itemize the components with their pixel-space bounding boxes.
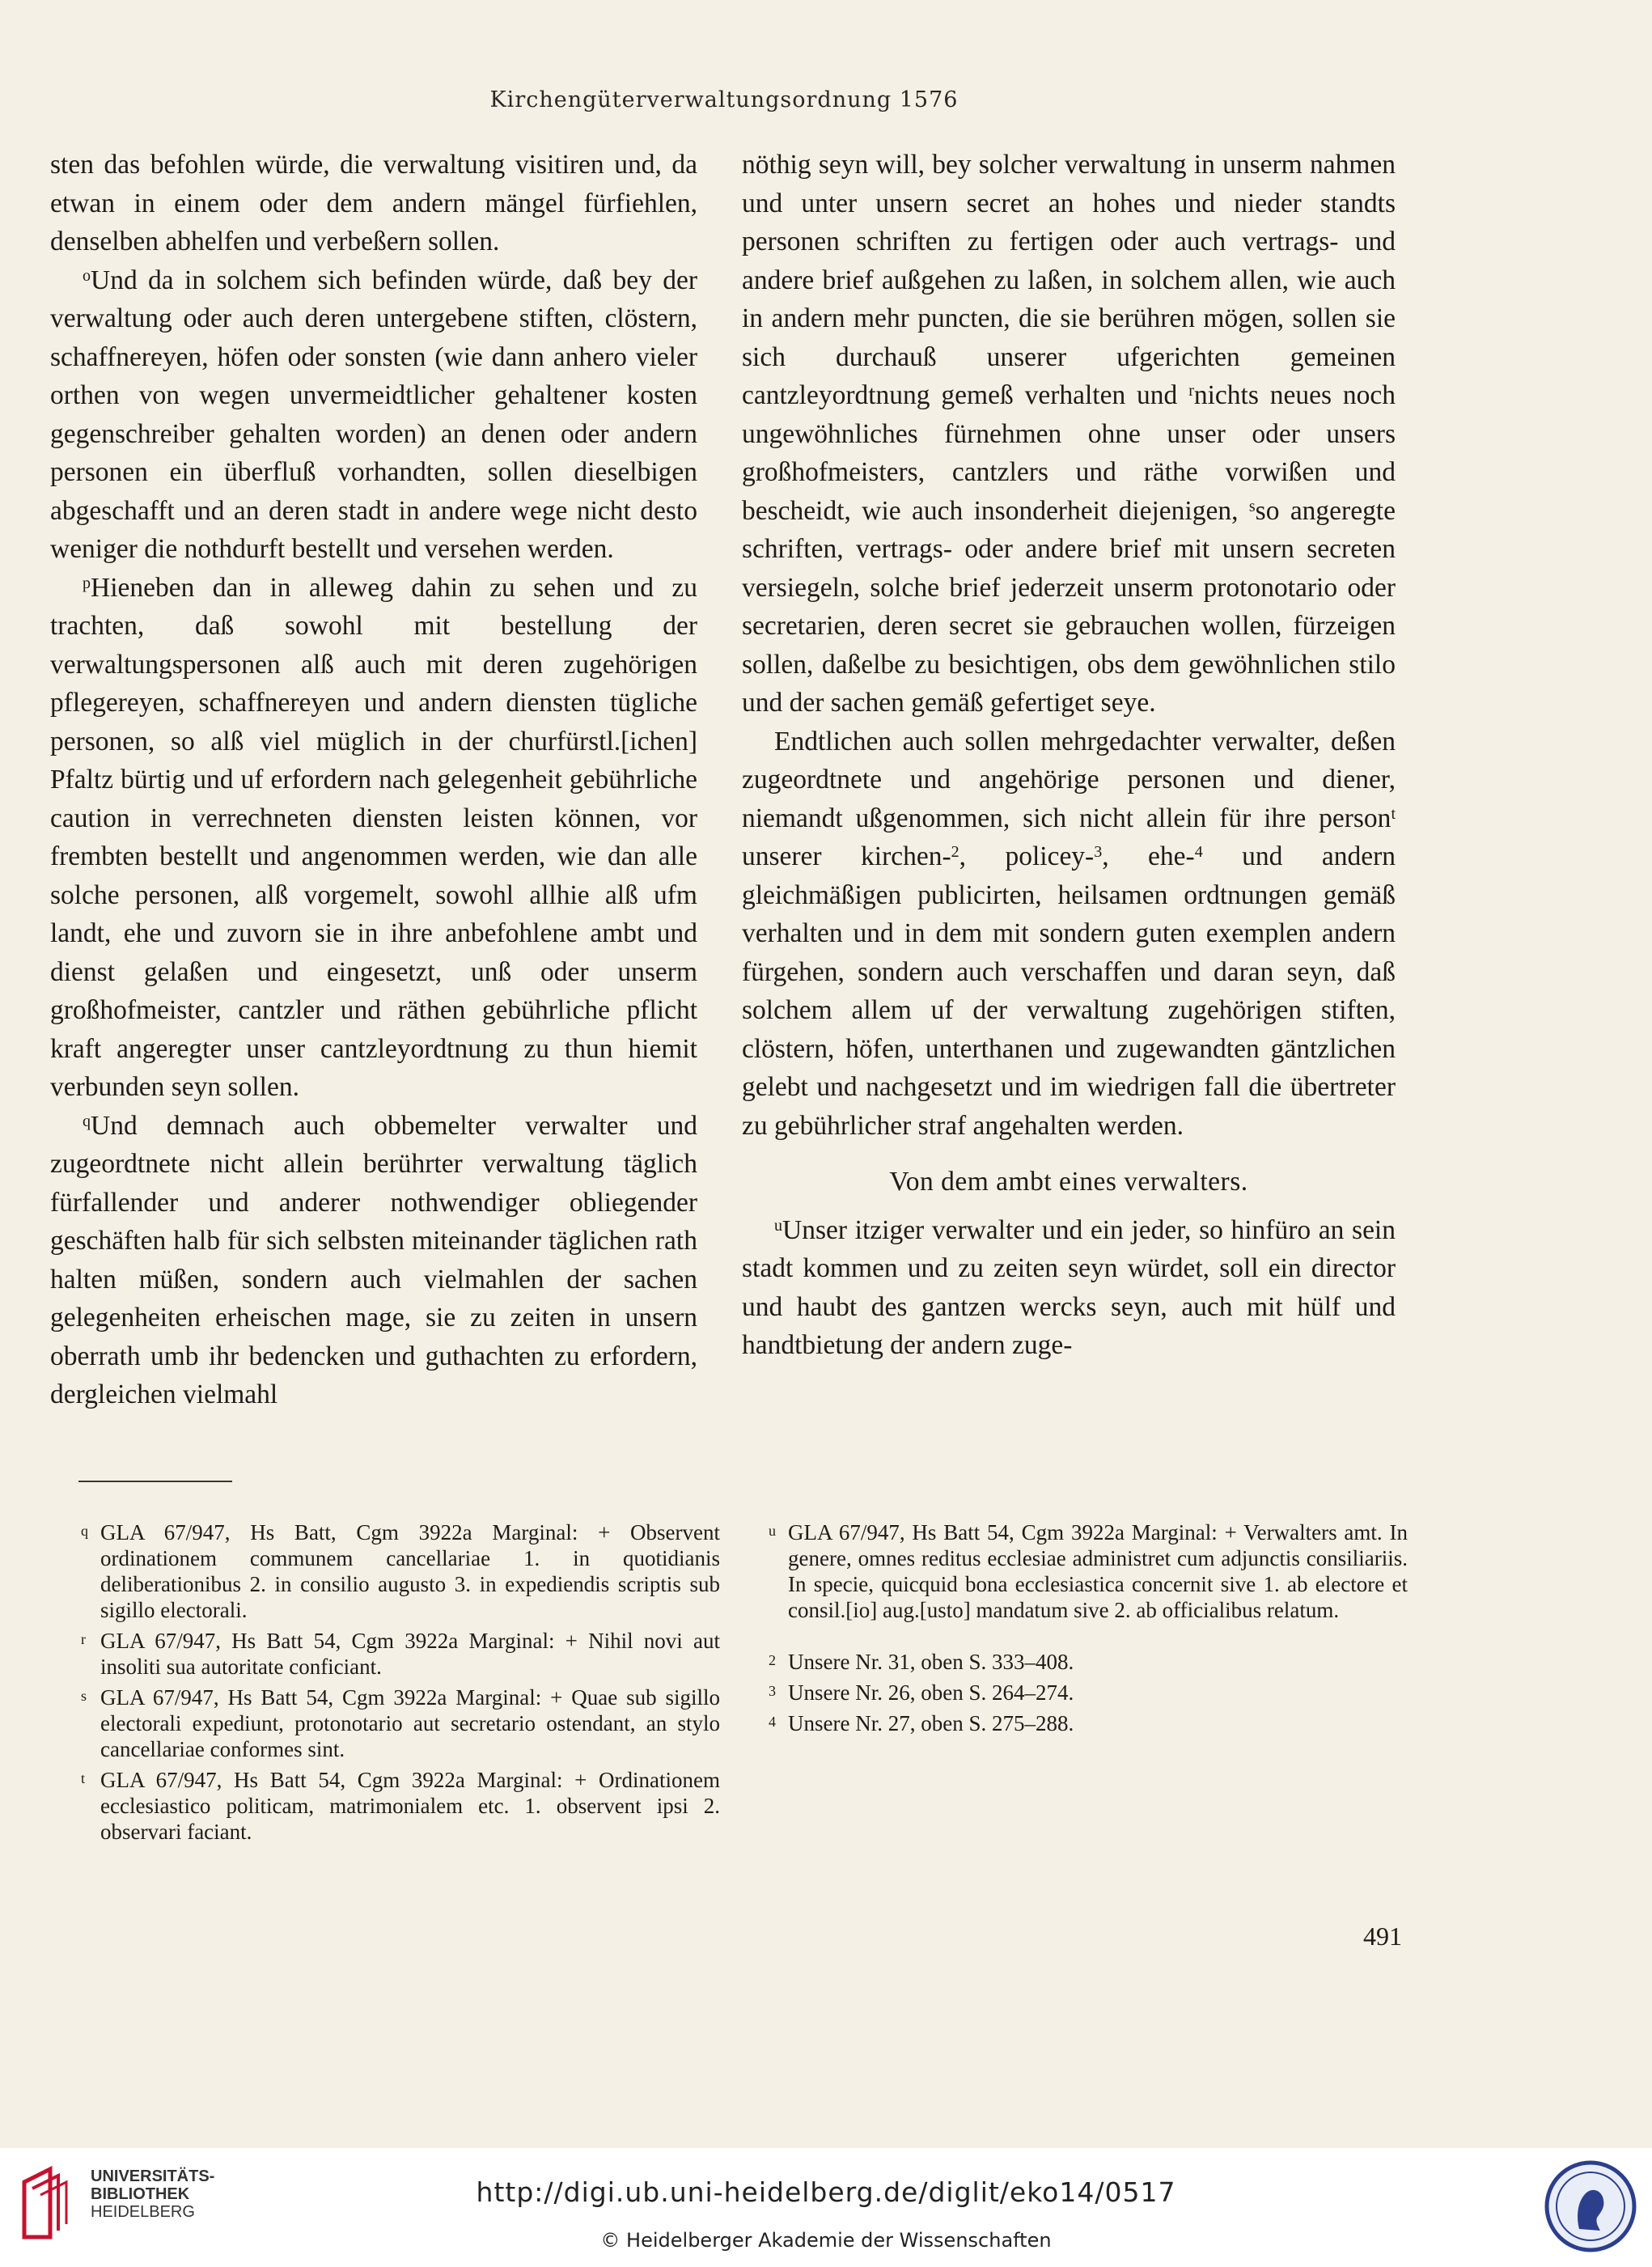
paragraph-text: Endtlichen auch sollen mehrgedachter verwalter, deßen zugeordtnete und angehörige personen und diener, niemandt ußgenommen, sich nicht allein für ihre person [742, 726, 1396, 833]
footnote-text: Unsere Nr. 27, oben S. 275–288. [788, 1711, 1074, 1735]
paragraph [50, 261, 697, 569]
paragraph [742, 722, 1396, 1146]
logo-line: BIBLIOTHEK [91, 2185, 190, 2203]
paragraph: sten das befohlen würde, die verwaltung visitiren und, da etwan in einem oder dem andern mängel fürfiehlen, denselben abhelfen und verbeßern sollen. [50, 150, 697, 256]
footnote-mark: 4 [769, 1714, 776, 1730]
paragraph [742, 1211, 1396, 1365]
paragraph-text: Und da in solchem sich befinden würde, daß bey der verwaltung oder auch deren untergebene stiften, clöstern, schaffnereyen, höfen oder sonsten (wie dann anhero vieler orthen von wegen unvermeidtlicher gehaltener kosten gegenschreiber gehalten worden) an denen oder andern personen ein überfluß vorhandten, sollen dieselbigen abgeschafft und an deren stadt in andere wege nicht desto weniger die nothdurft bestellt und versehen werden. [50, 265, 697, 564]
paragraph-text: unserer kirchen- [742, 841, 951, 871]
page-number: 491 [1363, 1922, 1402, 1951]
footnote-text: GLA 67/947, Hs Batt 54, Cgm 3922a Marginal: + Nihil novi aut insoliti sua autoritate conficiant. [100, 1629, 720, 1679]
footnote-mark: 2 [769, 1652, 776, 1668]
footnote-text: GLA 67/947, Hs Batt 54, Cgm 3922a Marginal: + Quae sub sigillo electorali expediunt, protonotario aut secretario ostendant, an stylo cancellariae conformes sint. [100, 1685, 720, 1761]
footnote-rule [78, 1481, 232, 1482]
footnote-mark: r [81, 1631, 86, 1647]
marginal-mark: u [774, 1216, 782, 1235]
footnote-text: GLA 67/947, Hs Batt 54, Cgm 3922a Marginal: + Verwalters amt. In genere, omnes reditus ecclesiae administret cum adjunctis consiliariis. In specie, quicquid bona ecclesiastica concernit sive 1. ab electore et consil.[io] aug.[usto] mandatum sive 2. ab officialibus relatum. [788, 1520, 1408, 1622]
running-head: Kirchengüterverwaltungsordnung 1576 [489, 87, 959, 112]
paragraph [50, 1107, 697, 1414]
section-heading: Von dem ambt eines verwalters. [889, 1167, 1248, 1197]
footnote-mark: 3 [769, 1683, 776, 1699]
marginal-mark: t [1391, 804, 1396, 823]
marginal-mark: q [83, 1112, 91, 1130]
footnote-ref: 4 [1194, 843, 1203, 861]
footnote [81, 1628, 720, 1680]
footnotes-right [769, 1519, 1408, 1741]
footnote-mark: u [769, 1523, 776, 1539]
footnote [769, 1680, 1408, 1706]
paragraph [742, 146, 1396, 722]
footnote-text: Unsere Nr. 31, oben S. 333–408. [788, 1650, 1074, 1674]
marginal-mark: o [83, 266, 91, 285]
academy-seal-icon [1544, 2159, 1637, 2253]
footnote-text: GLA 67/947, Hs Batt, Cgm 3922a Marginal: + Observent ordinationem communem cancellariae 1. in quotidianis deliberationibus 2. in consilio augusto 3. in expediendis scriptis sub sigillo electorali. [100, 1520, 720, 1622]
paragraph [50, 569, 697, 1107]
paragraph-text: Hieneben dan in alleweg dahin zu sehen und zu trachten, daß sowohl mit bestellung der verwaltungspersonen alß auch mit deren zugehörigen pflegereyen, schaffnereyen und andern diensten tügliche personen, so alß viel müglich in der churfürstl.[ichen] Pfaltz bürtig und uf erfordern nach gelegenheit gebührliche caution in verrechneten diensten leisten können, vor frembten bestellt und angenommen werden, wie dan alle solche personen, alß vorgemelt, sowohl allhie alß ufm landt, ehe und zuvorn sie in ihre anbefohlene ambt und dienst gelaßen und eingesetzt, unß oder unserm großhofmeister, cantzler und räthen gebührliche pflicht kraft angeregter unser cantzleyordtnung zu thun hiemit verbunden seyn sollen. [50, 572, 697, 1102]
logo-line: HEIDELBERG [91, 2203, 195, 2221]
permalink-url[interactable]: http://digi.ub.uni-heidelberg.de/diglit/eko14/0517 [476, 2176, 1176, 2208]
footnote-text: Unsere Nr. 26, oben S. 264–274. [788, 1680, 1074, 1705]
copyright-notice: © Heidelberger Akademie der Wissenschaften [600, 2229, 1052, 2252]
paragraph-text: Unser itziger verwalter und ein jeder, so hinfüro an sein stadt kommen und zu zeiten seyn würdet, soll ein director und haubt des gantzen wercks seyn, auch mit hülf und handtbietung der andern zuge- [742, 1214, 1396, 1360]
footnote-ref: 3 [1094, 843, 1103, 861]
marginal-mark: p [83, 574, 91, 592]
footnote-text: GLA 67/947, Hs Batt 54, Cgm 3922a Marginal: + Ordinationem ecclesiastico politicam, matrimonialem etc. 1. observent ipsi 2. observari faciant. [100, 1768, 720, 1844]
footnote-mark: t [81, 1770, 86, 1786]
footnote [769, 1649, 1408, 1675]
logo-line: UNIVERSITÄTS- [91, 2167, 215, 2185]
paragraph-text: und andern gleichmäßigen publicirten, heilsamen ordtnungen gemäß verhalten und in dem mit sondern guten exemplen andern fürgehen, sondern auch verschaffen und daran seyn, daß solchem allem uf der verwaltung zugehörigen stiften, clöstern, höfen, unterthanen und zugewandten gäntzlichen gelebt und nachgesetzt und im wiedrigen fall die übertreter zu gebührlicher straf angehalten werden. [742, 841, 1396, 1141]
footnote [81, 1767, 720, 1845]
footnote [81, 1519, 720, 1623]
paragraph-text: , ehe- [1102, 841, 1195, 871]
footnotes-left [81, 1519, 720, 1850]
footnote [769, 1519, 1408, 1623]
footnote-mark: q [81, 1523, 88, 1539]
paragraph-text: nichts neues noch ungewöhnliches fürnehmen ohne unser oder unsers großhofmeisters, cantzlers und räthe vorwißen und bescheidt, wie auch insonderheit diejenigen, [742, 380, 1396, 526]
footnote [769, 1710, 1408, 1736]
footnote [81, 1684, 720, 1762]
left-column [50, 146, 697, 1414]
footnote-mark: s [81, 1688, 87, 1704]
marginal-mark: r [1188, 382, 1194, 400]
footnote-ref: 2 [951, 843, 959, 861]
paragraph-text: , policey- [959, 841, 1095, 871]
right-column [742, 146, 1396, 1365]
marginal-mark: s [1248, 497, 1256, 515]
paragraph-text: so angeregte schriften, vertrags- oder andere brief mit unsern secreten versiegeln, solche brief jederzeit unserm protonotario oder secretarien, deren secret sie gebrauchen wollen, fürzeigen sollen, daßelbe zu besichtigen, obs dem gewöhnlichen stilo und der sachen gemäß gefertiget seye. [742, 495, 1396, 718]
footnote-gap [769, 1628, 1408, 1649]
paragraph-text: Und demnach auch obbemelter verwalter und zugeordtnete nicht allein berührter verwaltung täglich fürfallender und anderer nothwendiger obliegender geschäften halb für sich selbsten miteinander täglichen rath halten müßen, sondern auch vielmahlen der sachen gelegenheiten erheischen mage, sie zu zeiten in unsern oberrath umb ihr bedencken und guthachten zu erfordern, dergleichen vielmahl [50, 1110, 697, 1409]
viewer-footer [0, 2148, 1652, 2267]
paragraph-text: nöthig seyn will, bey solcher verwaltung in unserm nahmen und unter unsern secret an hohes und nieder standts personen schriften zu fertigen oder auch vertrags- und andere brief außgehen zu laßen, in solchem allen, wie auch in andern mehr puncten, die sie berühren mögen, sollen sie sich durchauß unserer ufgerichten gemeinen cantzleyordtnung gemeß verhalten und [742, 150, 1396, 410]
